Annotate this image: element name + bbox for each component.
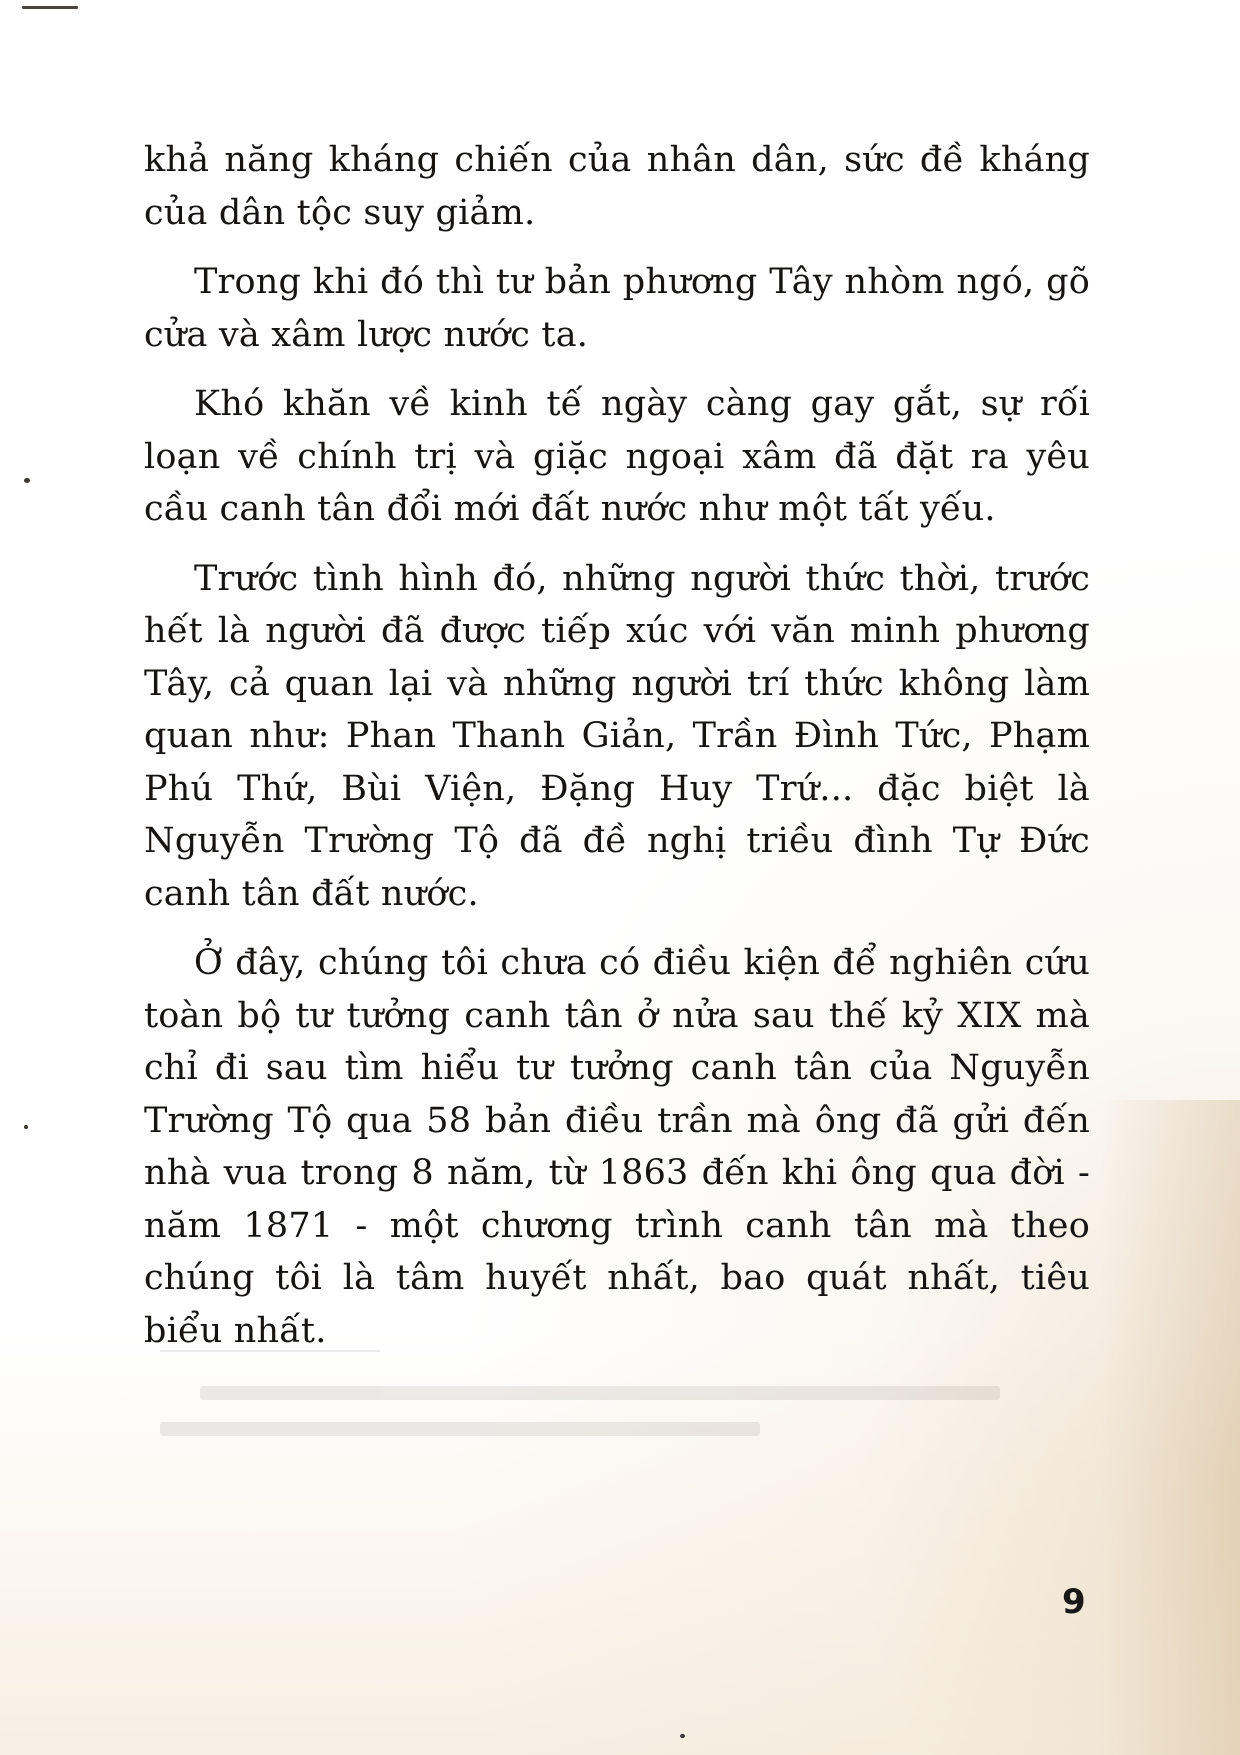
page-edge-shadow: [1100, 1100, 1240, 1755]
scan-speck: [24, 1125, 28, 1129]
paragraph-5: Ở đây, chúng tôi chưa có điều kiện để nghiên cứu toàn bộ tư tưởng canh tân ở nửa sau thế kỷ XIX mà chỉ đi sau tìm hiểu tư tưởng canh tân của Nguyễn Trường Tộ qua 58 bản điều trần mà ông đã gửi đến nhà vua trong 8 năm, từ 1863 đến khi ông qua đời - năm 1871 - một chương trình canh tân mà theo chúng tôi là tâm huyết nhất, bao quát nhất, tiêu biểu nhất.: [144, 943, 1090, 1351]
show-through-footnote: [160, 1350, 1060, 1450]
scan-corner-mark: [22, 6, 78, 9]
show-through-line: [160, 1422, 760, 1436]
paragraph-2: Trong khi đó thì tư bản phương Tây nhòm ngó, gõ cửa và xâm lược nước ta.: [144, 262, 1090, 355]
scan-speck: [680, 1734, 685, 1738]
page-number: 9: [1062, 1582, 1086, 1622]
paragraph-3: Khó khăn về kinh tế ngày càng gay gắt, sự rối loạn về chính trị và giặc ngoại xâm đã đặt ra yêu cầu canh tân đổi mới đất nước như một tất yếu.: [144, 384, 1090, 529]
show-through-line: [200, 1386, 1000, 1400]
body-text: [144, 134, 1090, 1374]
paragraph-1: khả năng kháng chiến của nhân dân, sức đề kháng của dân tộc suy giảm.: [144, 140, 1090, 233]
show-through-rule: [160, 1350, 380, 1352]
scan-speck: [24, 478, 30, 483]
paragraph-4: Trước tình hình đó, những người thức thời, trước hết là người đã được tiếp xúc với văn minh phương Tây, cả quan lại và những người trí thức không làm quan như: Phan Thanh Giản, Trần Đình Tức, Phạm Phú Thứ, Bùi Viện, Đặng Huy Trứ... đặc biệt là Nguyễn Trường Tộ đã đề nghị triều đình Tự Đức canh tân đất nước.: [144, 558, 1090, 914]
